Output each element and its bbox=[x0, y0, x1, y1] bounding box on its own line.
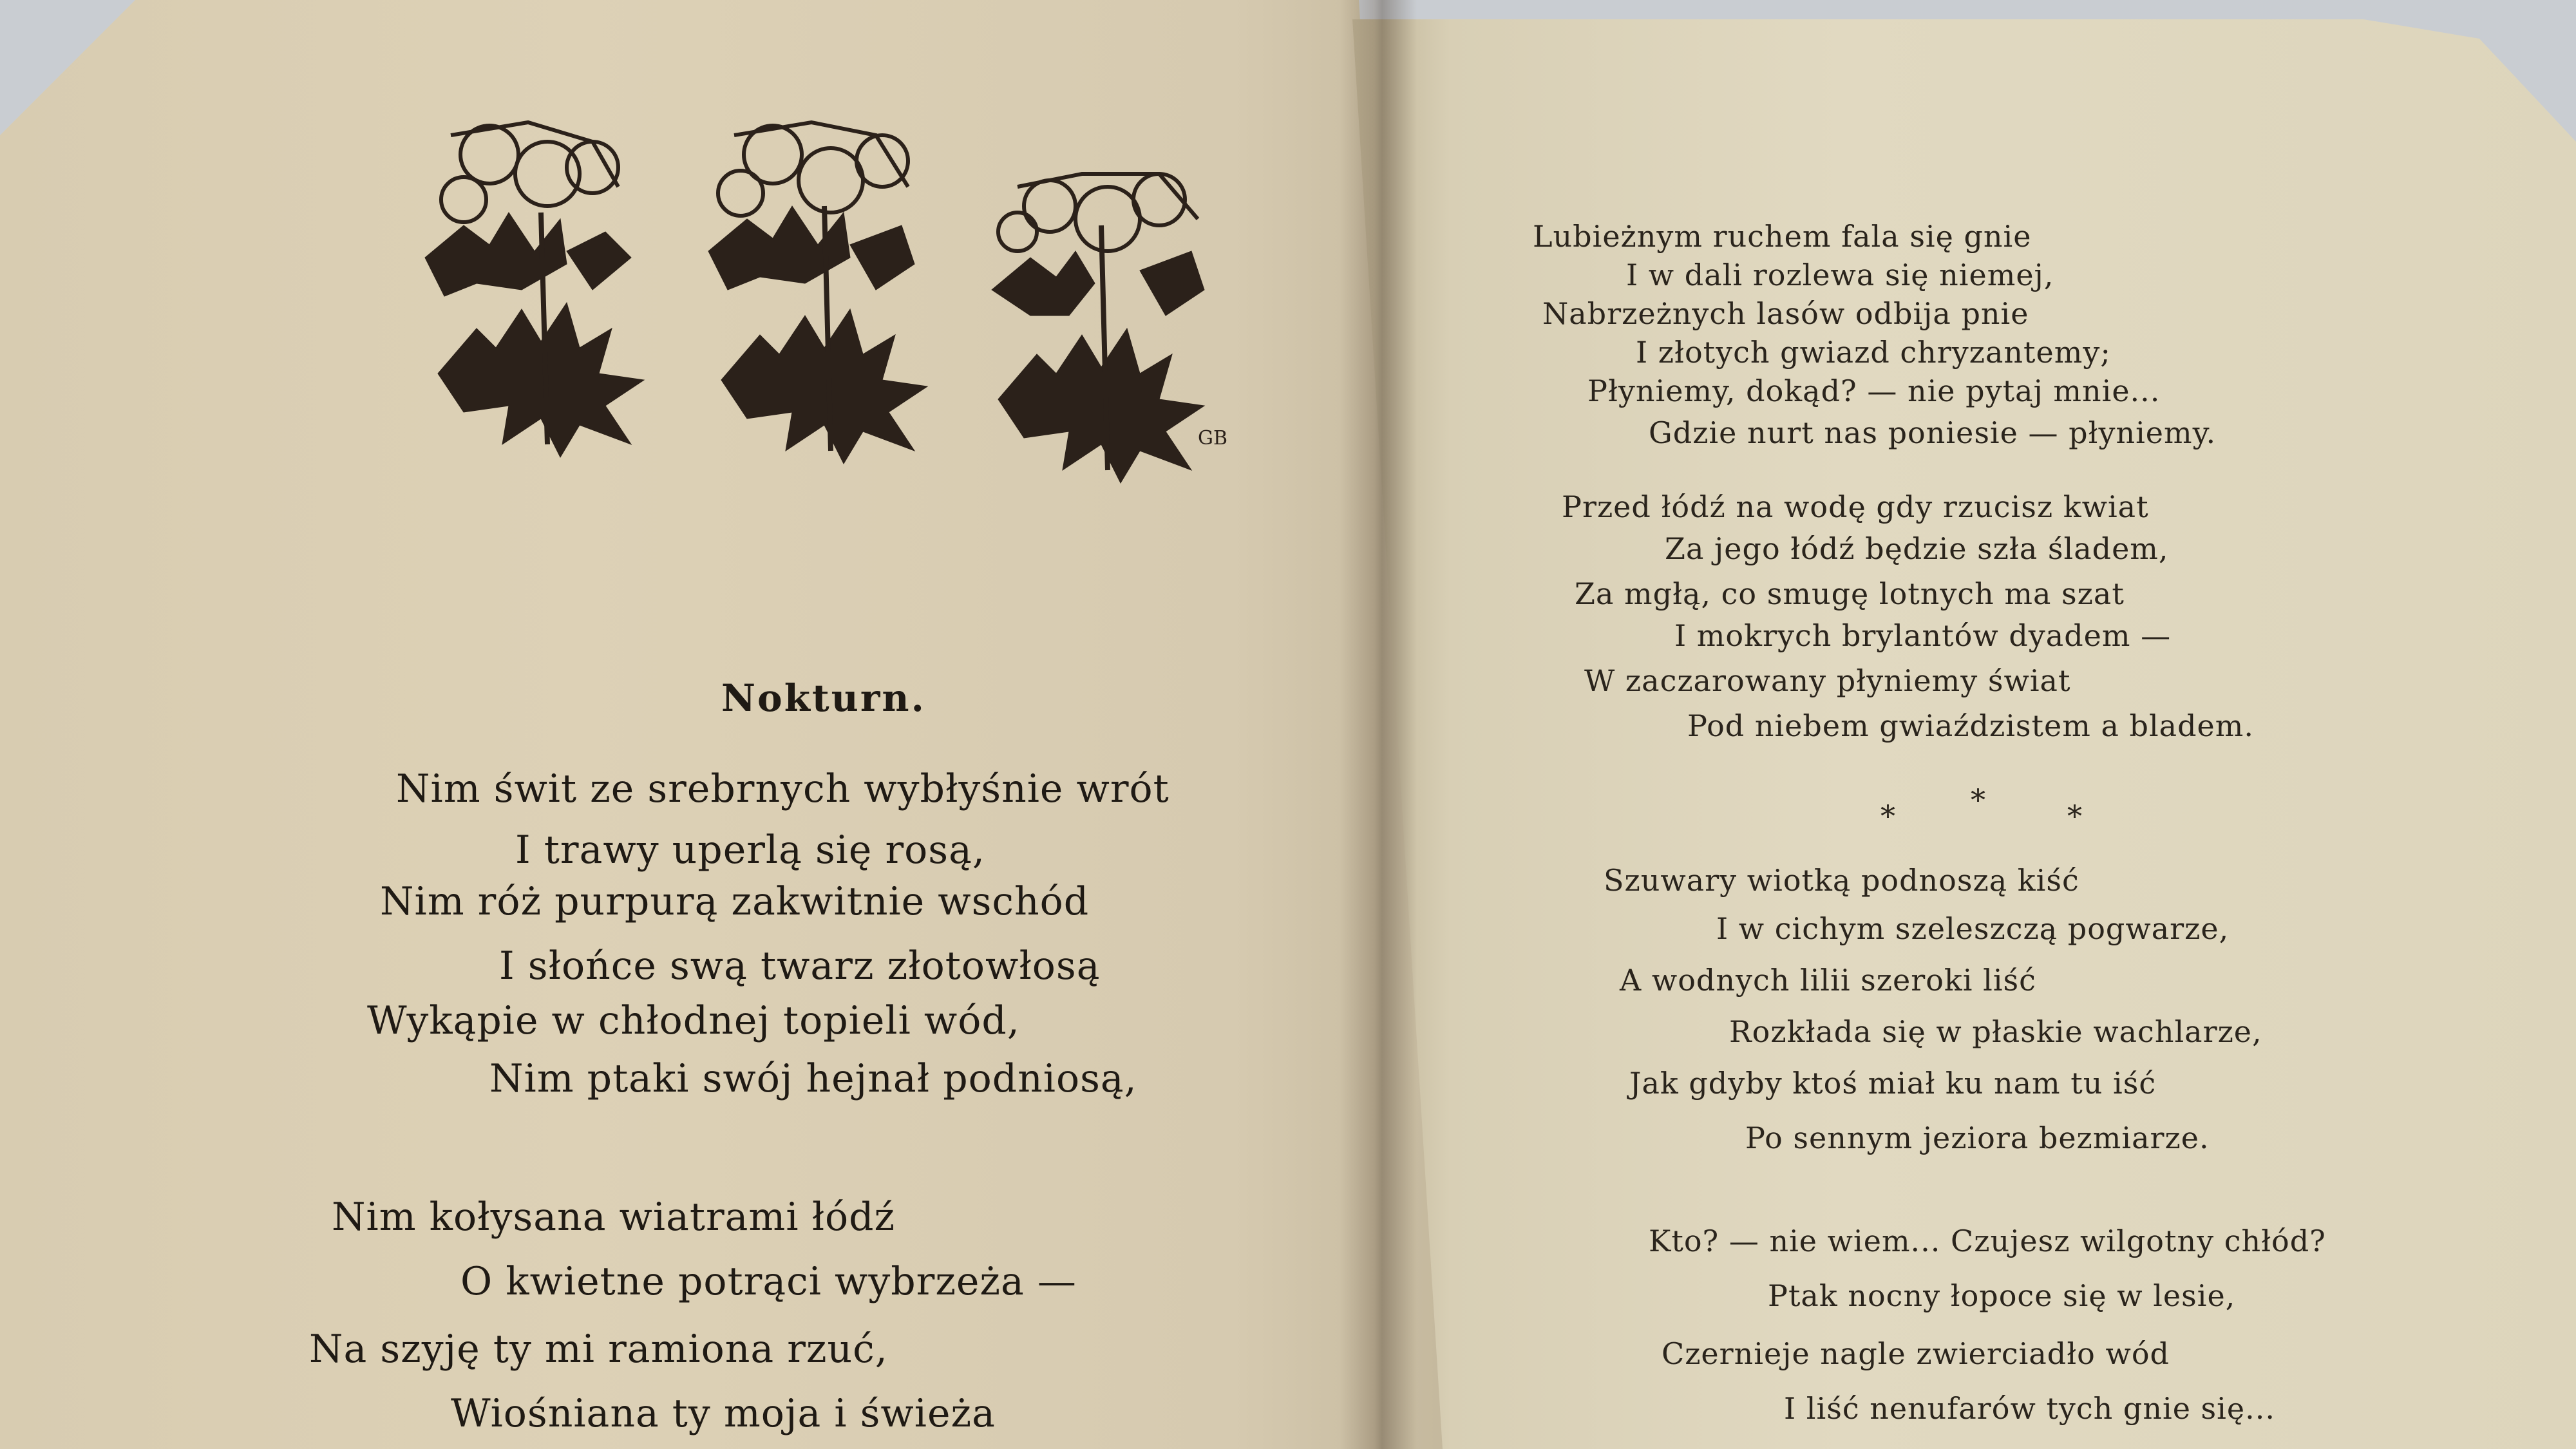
verse-line: Pod niebem gwiaździstem a bladem. bbox=[1687, 708, 2255, 743]
separator-star: * bbox=[1880, 799, 1895, 833]
flower-plant-2 bbox=[708, 122, 927, 464]
verse-line: Szuwary wiotką podnoszą kiść bbox=[1604, 863, 2079, 898]
floral-ornament bbox=[399, 97, 1249, 496]
verse-line: Przed łódź na wodę gdy rzucisz kwiat bbox=[1562, 489, 2149, 524]
flower-plant-3 bbox=[992, 174, 1204, 483]
verse-line: A wodnych lilii szeroki liść bbox=[1620, 963, 2036, 998]
verse-line: I złotych gwiazd chryzantemy; bbox=[1636, 335, 2111, 370]
verse-line: I słońce swą twarz złotowłosą bbox=[499, 943, 1101, 989]
verse-line: Wykąpie w chłodnej topieli wód, bbox=[367, 998, 1020, 1043]
verse-line: Rozkłada się w płaskie wachlarze, bbox=[1729, 1014, 2262, 1049]
verse-line: Czernieje nagle zwierciadło wód bbox=[1662, 1336, 2170, 1371]
flower-plant-1 bbox=[425, 122, 644, 457]
verse-line: Jak gdyby ktoś miał ku nam tu iść bbox=[1629, 1066, 2157, 1101]
verse-line: Nim kołysana wiatrami łódź bbox=[332, 1195, 896, 1240]
verse-line: Po sennym jeziora bezmiarze. bbox=[1745, 1121, 2210, 1155]
verse-line: I w dali rozlewa się niemej, bbox=[1626, 258, 2054, 292]
verse-line: O kwietne potrąci wybrzeża — bbox=[460, 1259, 1077, 1304]
verse-line: I trawy uperlą się rosą, bbox=[515, 828, 985, 873]
verse-line: Ptak nocny łopoce się w lesie, bbox=[1768, 1278, 2236, 1313]
ornament-monogram: GB bbox=[1198, 427, 1228, 450]
verse-line: I mokrych brylantów dyadem — bbox=[1674, 618, 2172, 653]
verse-line: Nim świt ze srebrnych wybłyśnie wrót bbox=[396, 766, 1170, 811]
verse-line: Kto? — nie wiem... Czujesz wilgotny chłód? bbox=[1649, 1224, 2326, 1258]
verse-line: I liść nenufarów tych gnie się... bbox=[1784, 1391, 2275, 1426]
poem-title: Nokturn. bbox=[721, 676, 926, 720]
verse-line: Nim ptaki swój hejnał podniosą, bbox=[489, 1056, 1137, 1101]
verse-line: Za jego łódź będzie szła śladem, bbox=[1665, 531, 2169, 566]
verse-line: I w cichym szeleszczą pogwarze, bbox=[1716, 911, 2230, 946]
verse-line: Wiośniana ty moja i świeża bbox=[451, 1391, 996, 1436]
separator-star: * bbox=[2067, 799, 2082, 833]
separator-star: * bbox=[1971, 782, 1985, 817]
verse-line: Lubieżnym ruchem fala się gnie bbox=[1533, 219, 2032, 254]
verse-line: Gdzie nurt nas poniesie — płyniemy. bbox=[1649, 415, 2217, 450]
verse-line: W zaczarowany płyniemy świat bbox=[1584, 663, 2071, 698]
verse-line: Płyniemy, dokąd? — nie pytaj mnie... bbox=[1587, 374, 2161, 408]
verse-line: Nabrzeżnych lasów odbija pnie bbox=[1542, 296, 2029, 331]
verse-line: Na szyję ty mi ramiona rzuć, bbox=[309, 1327, 888, 1372]
verse-line: Nim róż purpurą zakwitnie wschód bbox=[380, 879, 1090, 924]
book-gutter bbox=[1340, 0, 1417, 1449]
verse-line: Za mgłą, co smugę lotnych ma szat bbox=[1575, 576, 2125, 611]
